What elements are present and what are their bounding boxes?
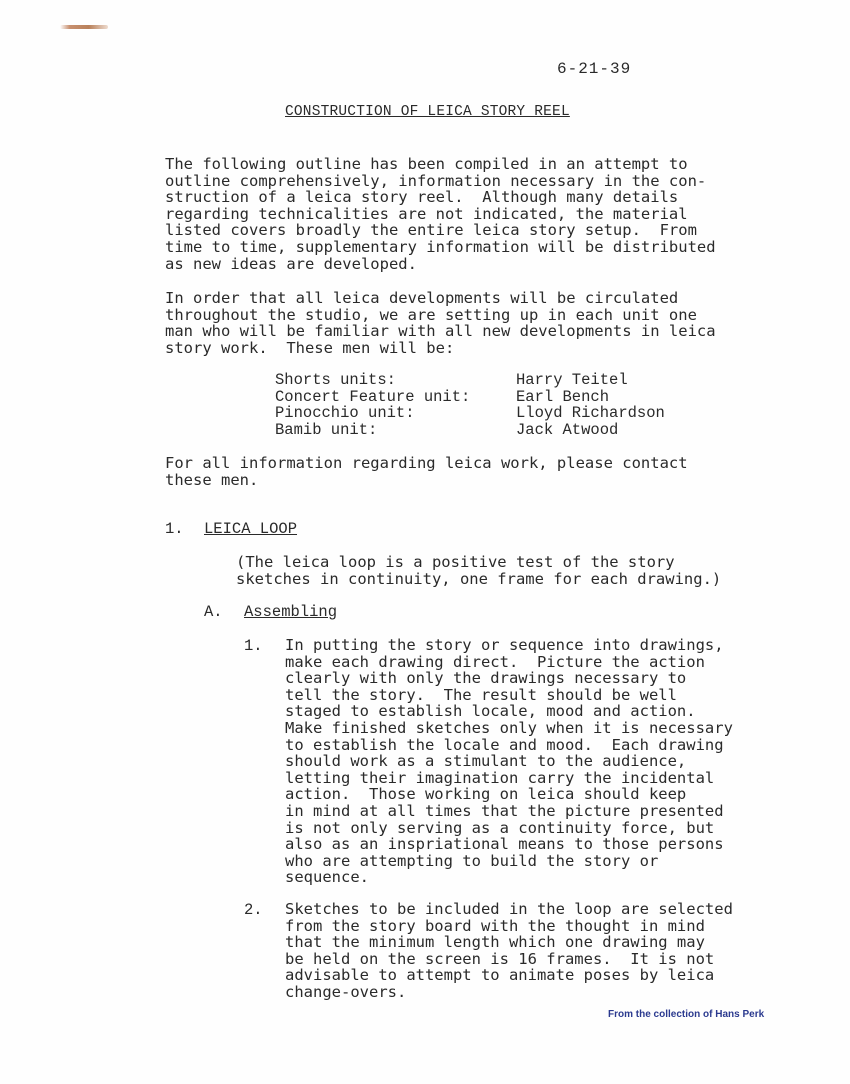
contact-paragraph: For all information regarding leica work, please contact these men. [165, 454, 688, 489]
unit-name: Shorts units: [275, 371, 396, 389]
unit-name: Bamib unit: [275, 420, 378, 439]
collection-credit: From the collection of Hans Perk [608, 1009, 765, 1020]
section-number: 1. [165, 520, 184, 538]
list-item-number: 2. [244, 901, 263, 919]
unit-name: Pinocchio unit: [275, 404, 415, 423]
document-title: CONSTRUCTION OF LEICA STORY REEL [285, 104, 570, 120]
setup-paragraph: In order that all leica developments will be circulated throughout the studio, we are setting up in each unit one man who will be familiar with all new developments in leica story work. These men will be: [165, 289, 716, 357]
document-date: 6-21-39 [557, 60, 632, 78]
unit-contact-list [0, 372, 850, 442]
unit-contact-name: Earl Bench [516, 387, 610, 406]
section-note: (The leica loop is a positive test of the story sketches in continuity, one frame for each drawing.) [236, 553, 722, 588]
list-item-text: Sketches to be included in the loop are selected from the story board with the thought in mind that the minimum length which one drawing may be held on the screen is 16 frames. It is not advisable to attempt to animate poses by leica change-overs. [285, 900, 733, 1001]
unit-contact-name: Jack Atwood [516, 420, 619, 439]
unit-contact-name: Harry Teitel [516, 371, 628, 389]
list-item-text: In putting the story or sequence into drawings, make each drawing direct. Picture the action clearly with only the drawings necessary to tell the story. The result should be well staged to establish locale, mood and action. Make finished sketches only when it is necessary to establish the locale and mood. Each drawing should work as a stimulant to the audience, letting their imagination carry the incidental action. Those working on leica should keep in mind at all times that the picture presented is not only serving as a continuity force, but also as an inspriational means to those persons who are attempting to build the story or sequence. [285, 636, 733, 887]
list-item-number: 1. [244, 637, 263, 655]
subsection-title: Assembling [244, 603, 338, 621]
subsection-letter: A. [204, 603, 223, 621]
paper-smudge-mark [60, 25, 108, 29]
section-title: LEICA LOOP [204, 520, 298, 538]
unit-name: Concert Feature unit: [275, 387, 471, 406]
intro-paragraph: The following outline has been compiled in an attempt to outline comprehensively, information necessary in the con- struction of a leica story reel. Although many details regarding technicalities are not indicated, the material listed covers broadly the entire leica story setup. From time to time, supplementary information will be distributed as new ideas are developed. [165, 155, 716, 273]
unit-contact-name: Lloyd Richardson [516, 404, 665, 423]
